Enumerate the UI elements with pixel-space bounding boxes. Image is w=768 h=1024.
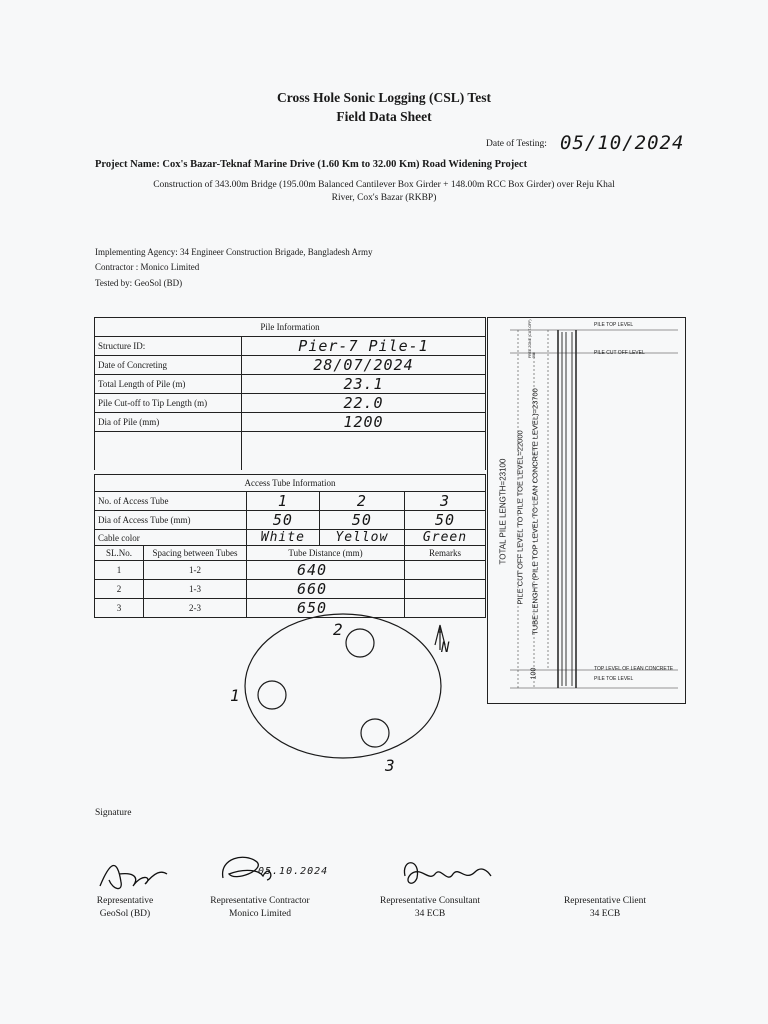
table-row [95, 375, 486, 394]
row-label: Total Length of Pile (m) [95, 375, 242, 394]
total-length-value: 23.1 [242, 375, 486, 394]
row-label: Dia of Pile (mm) [95, 413, 242, 432]
access-tube-table [94, 474, 486, 618]
cut-off-label: PILE CUT OFF LEVEL [594, 350, 645, 356]
implementing-agency: Implementing Agency: 34 Engineer Construction Brigade, Bangladesh Army [95, 247, 373, 257]
contractor-rep-line2: Monico Limited [228, 909, 291, 919]
sl-no: 3 [95, 599, 144, 618]
north-label: N [441, 640, 451, 656]
tested-by: Tested by: GeoSol (BD) [95, 278, 183, 288]
remarks [405, 561, 486, 580]
cutoff-toe-label: PILE CUT OFF LEVEL TO PILE TOE LEVEL=22000 [515, 430, 525, 605]
row-label: Pile Cut-off to Tip Length (m) [95, 394, 242, 413]
remarks [405, 580, 486, 599]
cable-color: Green [405, 530, 486, 546]
table-row [95, 356, 486, 375]
consultant-rep-line1: Representative Consultant [380, 896, 480, 906]
tube-label-3: 3 [385, 756, 396, 775]
tube-dia: 50 [247, 511, 320, 530]
date-of-testing-label: Date of Testing: [486, 139, 547, 149]
cable-color: White [247, 530, 320, 546]
date-of-concreting-value: 28/07/2024 [242, 356, 486, 375]
contractor-sign-date: 05.10.2024 [258, 866, 329, 877]
access-tube-heading: Access Tube Information [95, 475, 486, 492]
bottom-dim-label: 100 [530, 667, 538, 680]
tube-2-circle [346, 629, 374, 657]
pile-elevation-panel [487, 317, 686, 704]
document-title: Cross Hole Sonic Logging (CSL) Test [277, 90, 491, 105]
tube-no: 1 [247, 492, 320, 511]
structure-id-value: Pier-7 Pile-1 [242, 337, 486, 356]
table-row [95, 530, 486, 546]
column-header: Spacing between Tubes [144, 546, 247, 561]
table-row [95, 337, 486, 356]
construction-line-2: River, Cox's Bazar (RKBP) [331, 193, 437, 203]
total-length-label: TOTAL PILE LENGTH=23100 [498, 458, 508, 565]
table-row [95, 511, 486, 530]
tube-dia: 50 [405, 511, 486, 530]
tube-length-label: TUBE LENGHT (PILE TOP LEVEL TO LEAN CONCRETE LEVEL)=23700 [530, 388, 540, 635]
cable-color: Yellow [319, 530, 404, 546]
tube-pair: 1-2 [144, 561, 247, 580]
row-label: Dia of Access Tube (mm) [95, 511, 247, 530]
table-row [95, 492, 486, 511]
table-header-row [95, 546, 486, 561]
date-of-testing-value: 05/10/2024 [560, 132, 685, 154]
signature-heading: Signature [95, 808, 132, 818]
document-subtitle: Field Data Sheet [336, 109, 432, 124]
pile-info-table [94, 317, 486, 470]
project-name: Project Name: Cox's Bazar-Teknaf Marine Drive (1.60 Km to 32.00 Km) Road Widening Project [95, 159, 528, 170]
lean-concrete-label: TOP LEVEL OF LEAN CONCRETE [594, 666, 674, 672]
client-rep-line2: 34 ECB [589, 909, 621, 919]
tube-label-1: 1 [230, 686, 241, 705]
contractor: Contractor : Monico Limited [95, 262, 200, 272]
tube-label-2: 2 [333, 620, 344, 639]
sl-no: 2 [95, 580, 144, 599]
column-header: Remarks [405, 546, 486, 561]
pile-dia-value: 1200 [242, 413, 486, 432]
tube-1-circle [258, 681, 286, 709]
tube-no: 2 [319, 492, 404, 511]
table-row [95, 561, 486, 580]
pile-top-label: PILE TOP LEVEL [594, 322, 634, 328]
tube-pair: 2-3 [144, 599, 247, 618]
tube-3-circle [361, 719, 389, 747]
tube-distance: 660 [247, 580, 405, 599]
row-label: Structure ID: [95, 337, 242, 356]
cutoff-length-value: 22.0 [242, 394, 486, 413]
table-row [95, 394, 486, 413]
column-header: Tube Distance (mm) [247, 546, 405, 561]
row-label: No. of Access Tube [95, 492, 247, 511]
client-rep-line1: Representative Client [563, 896, 647, 906]
sl-no: 1 [95, 561, 144, 580]
top-dim-label: FREE ZONE (CUT-OFF) 300 [528, 319, 536, 358]
consultant-rep-line2: 34 ECB [414, 909, 446, 919]
geosol-signature-icon [95, 852, 175, 896]
geosol-rep-line2: GeoSol (BD) [99, 909, 151, 919]
construction-line-1: Construction of 343.00m Bridge (195.00m Balanced Cantilever Box Girder + 148.00m RCC Box Girder) over Reju Khal [153, 180, 615, 190]
consultant-signature-icon [395, 852, 495, 896]
tube-no: 3 [405, 492, 486, 511]
contractor-rep-line1: Representative Contractor [210, 896, 310, 906]
tube-layout-sketch [220, 610, 480, 780]
table-row [95, 413, 486, 432]
tube-pair: 1-3 [144, 580, 247, 599]
column-header: SL.No. [95, 546, 144, 561]
table-row [95, 580, 486, 599]
row-label: Cable color [95, 530, 247, 546]
tube-distance: 650 [247, 599, 405, 618]
pile-info-heading: Pile Information [95, 318, 486, 337]
geosol-rep-line1: Representative [96, 896, 154, 906]
tube-distance: 640 [247, 561, 405, 580]
row-label: Date of Concreting [95, 356, 242, 375]
toe-label: PILE TOE LEVEL [594, 676, 634, 682]
tube-dia: 50 [319, 511, 404, 530]
